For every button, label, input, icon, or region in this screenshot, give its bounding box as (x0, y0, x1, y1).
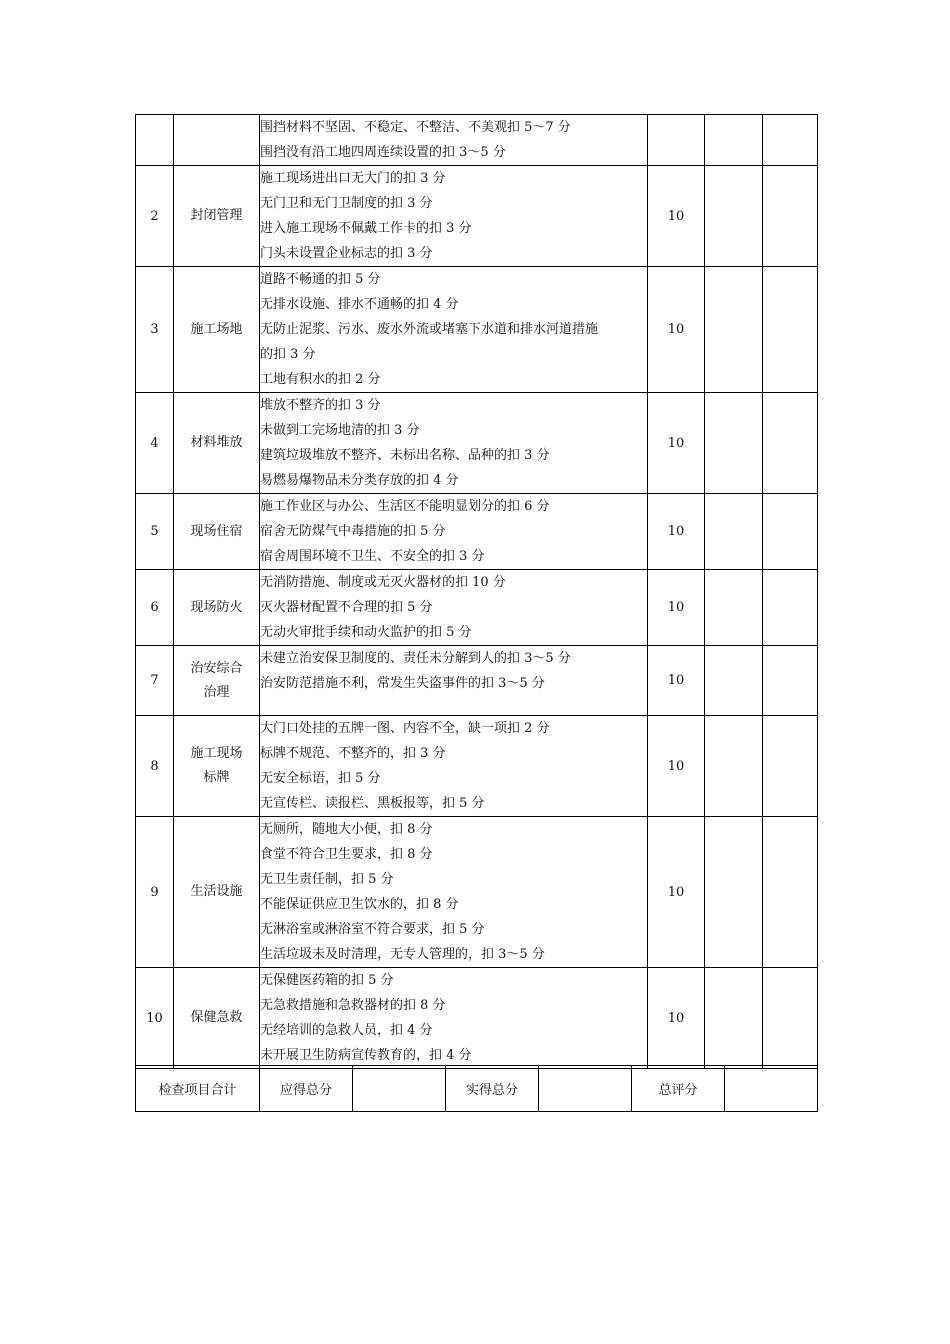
table-row (136, 115, 818, 166)
deducted-score-cell (705, 968, 763, 1069)
row-number: 8 (136, 716, 174, 817)
row-number: 5 (136, 494, 174, 570)
deduction-line: 围挡没有沿工地四周连续设置的扣 3～5 分 (260, 145, 506, 160)
inspection-rows (136, 115, 818, 1069)
deduction-line: 无经培训的急救人员，扣 4 分 (260, 1023, 433, 1038)
check-item: 现场防火 (174, 570, 260, 646)
deduction-line: 大门口处挂的五牌一图、内容不全，缺一项扣 2 分 (260, 721, 550, 736)
check-item: 治安综合 治理 (174, 646, 260, 716)
total-score-label: 总评分 (632, 1066, 725, 1112)
check-item: 生活设施 (174, 817, 260, 968)
deduction-line: 无安全标语，扣 5 分 (260, 771, 381, 786)
deduction-standards (260, 494, 648, 570)
actual-score-cell (763, 494, 818, 570)
deduction-line: 未建立治安保卫制度的、责任未分解到人的扣 3～5 分 (260, 651, 571, 666)
deduction-line: 食堂不符合卫生要求，扣 8 分 (260, 847, 433, 862)
deduction-line: 宿舍周围环境不卫生、不安全的扣 3 分 (260, 549, 485, 564)
table-row (136, 817, 818, 968)
table-row (136, 494, 818, 570)
summary-label: 检查项目合计 (136, 1066, 260, 1112)
row-number: 7 (136, 646, 174, 716)
deducted-score-cell (705, 716, 763, 817)
total-score-value (725, 1066, 818, 1112)
row-number: 9 (136, 817, 174, 968)
deducted-score-cell (705, 646, 763, 716)
deducted-score-cell (705, 267, 763, 393)
row-number: 3 (136, 267, 174, 393)
deduction-line: 治安防范措施不利，常发生失盗事件的扣 3～5 分 (260, 676, 545, 691)
actual-score-cell (763, 646, 818, 716)
should-score-label: 应得总分 (260, 1066, 353, 1112)
deduction-line: 无急救措施和急救器材的扣 8 分 (260, 998, 446, 1013)
actual-score-cell (763, 115, 818, 166)
deduction-standards (260, 570, 648, 646)
table-row (136, 646, 818, 716)
deduction-standards (260, 166, 648, 267)
actual-score-cell (763, 166, 818, 267)
actual-score-cell (763, 716, 818, 817)
deduction-standards (260, 115, 648, 166)
deduction-line: 道路不畅通的扣 5 分 (260, 272, 381, 287)
actual-score-cell (763, 267, 818, 393)
deduction-standards (260, 817, 648, 968)
deduction-line: 宿舍无防煤气中毒措施的扣 5 分 (260, 524, 446, 539)
full-score: 10 (648, 968, 705, 1069)
full-score: 10 (648, 716, 705, 817)
full-score: 10 (648, 646, 705, 716)
row-number (136, 115, 174, 166)
table-row (136, 393, 818, 494)
check-item: 材料堆放 (174, 393, 260, 494)
deduction-standards (260, 393, 648, 494)
full-score (648, 115, 705, 166)
table-row (136, 716, 818, 817)
deducted-score-cell (705, 393, 763, 494)
deduction-line: 无消防措施、制度或无灭火器材的扣 10 分 (260, 575, 506, 590)
table-row (136, 166, 818, 267)
deduction-line: 无动火审批手续和动火监护的扣 5 分 (260, 625, 472, 640)
full-score: 10 (648, 166, 705, 267)
deduction-line: 未开展卫生防病宣传教育的，扣 4 分 (260, 1048, 472, 1063)
deduction-line: 施工作业区与办公、生活区不能明显划分的扣 6 分 (260, 499, 550, 514)
summary-row (135, 1065, 818, 1112)
check-item: 施工现场 标牌 (174, 716, 260, 817)
should-score-value (353, 1066, 446, 1112)
deducted-score-cell (705, 494, 763, 570)
deduction-line: 无保健医药箱的扣 5 分 (260, 973, 394, 988)
deducted-score-cell (705, 115, 763, 166)
check-item (174, 115, 260, 166)
full-score: 10 (648, 817, 705, 968)
table-row (136, 267, 818, 393)
deduction-line: 施工现场进出口无大门的扣 3 分 (260, 171, 446, 186)
actual-score-label: 实得总分 (446, 1066, 539, 1112)
inspection-table (135, 114, 818, 1069)
deduction-line: 无厕所，随地大小便，扣 8 分 (260, 822, 433, 837)
row-number: 10 (136, 968, 174, 1069)
check-item: 保健急救 (174, 968, 260, 1069)
deduction-line: 无排水设施、排水不通畅的扣 4 分 (260, 297, 459, 312)
deduction-line: 进入施工现场不佩戴工作卡的扣 3 分 (260, 221, 472, 236)
deduction-line: 无卫生责任制，扣 5 分 (260, 872, 394, 887)
full-score: 10 (648, 393, 705, 494)
full-score: 10 (648, 570, 705, 646)
check-item: 现场住宿 (174, 494, 260, 570)
deduction-line: 无淋浴室或淋浴室不符合要求，扣 5 分 (260, 922, 485, 937)
deduction-line: 易燃易爆物品未分类存放的扣 4 分 (260, 473, 459, 488)
deduction-line: 无门卫和无门卫制度的扣 3 分 (260, 196, 433, 211)
deducted-score-cell (705, 166, 763, 267)
actual-score-cell (763, 570, 818, 646)
deduction-line: 未做到工完场地清的扣 3 分 (260, 423, 420, 438)
deduction-line: 不能保证供应卫生饮水的，扣 8 分 (260, 897, 459, 912)
full-score: 10 (648, 494, 705, 570)
deduction-standards (260, 267, 648, 393)
check-item: 施工场地 (174, 267, 260, 393)
deduction-line: 标牌不规范、不整齐的，扣 3 分 (260, 746, 446, 761)
row-number: 6 (136, 570, 174, 646)
deduction-standards (260, 716, 648, 817)
deduction-line: 工地有积水的扣 2 分 (260, 372, 381, 387)
deduction-line: 堆放不整齐的扣 3 分 (260, 398, 381, 413)
deduction-line: 建筑垃圾堆放不整齐、未标出名称、品种的扣 3 分 (260, 448, 550, 463)
deduction-line: 门头未设置企业标志的扣 3 分 (260, 246, 433, 261)
actual-score-value (539, 1066, 632, 1112)
deduction-line: 灭火器材配置不合理的扣 5 分 (260, 600, 433, 615)
deduction-standards (260, 968, 648, 1069)
deduction-line: 无防止泥浆、污水、废水外流或堵塞下水道和排水河道措施 (260, 322, 599, 337)
full-score: 10 (648, 267, 705, 393)
actual-score-cell (763, 817, 818, 968)
check-item: 封闭管理 (174, 166, 260, 267)
table-row (136, 968, 818, 1069)
deduction-line: 围挡材料不坚固、不稳定、不整洁、不美观扣 5～7 分 (260, 120, 571, 135)
row-number: 2 (136, 166, 174, 267)
deduction-line: 无宣传栏、读报栏、黑板报等，扣 5 分 (260, 796, 485, 811)
deduction-line: 的扣 3 分 (260, 347, 316, 362)
table-row (136, 570, 818, 646)
actual-score-cell (763, 393, 818, 494)
deducted-score-cell (705, 570, 763, 646)
row-number: 4 (136, 393, 174, 494)
deduction-standards (260, 646, 648, 716)
actual-score-cell (763, 968, 818, 1069)
deduction-line: 生活垃圾未及时清理，无专人管理的，扣 3～5 分 (260, 947, 545, 962)
deducted-score-cell (705, 817, 763, 968)
